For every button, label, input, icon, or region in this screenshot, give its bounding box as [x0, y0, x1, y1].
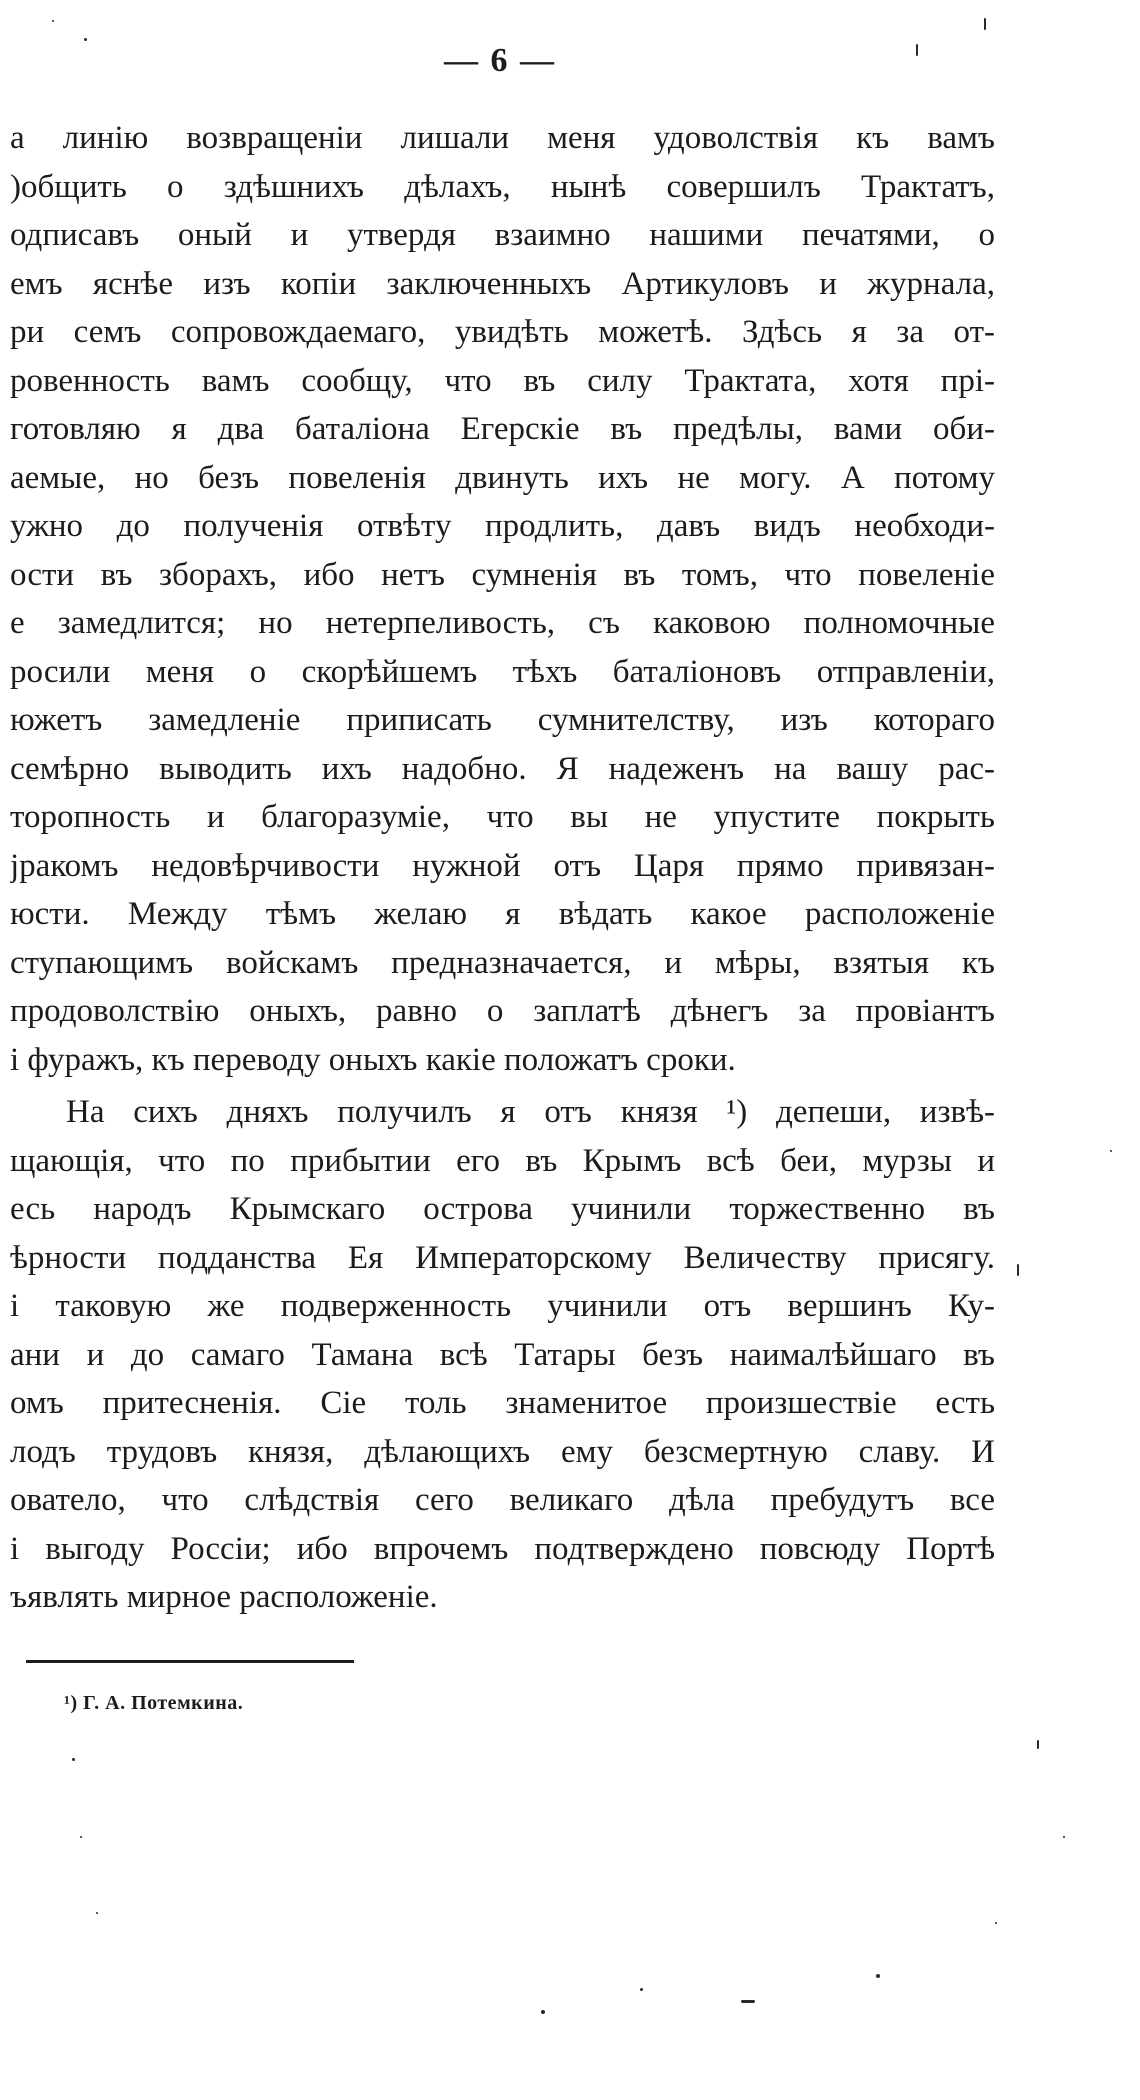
text-line: ступающимъ войскамъ предназначается, и мѣры, взятыя къ	[10, 944, 995, 981]
text-line: а линію возвращеніи лишали меня удоволствія къ вамъ	[10, 120, 995, 156]
footnote: ¹) Г. А. Потемкина.	[64, 1692, 244, 1714]
text-line: семѣрно выводить ихъ надобно. Я надеженъ на вашу рас-	[10, 750, 995, 787]
text-line: і выгоду Россіи; ибо впрочемъ подтверждено повсюду Портѣ	[10, 1530, 995, 1567]
text-line: ровенность вамъ сообщу, что въ силу Трактата, хотя прі-	[10, 362, 995, 399]
text-line: южетъ замедленіе приписать сумнителству, изъ котораго	[10, 702, 995, 738]
text-line: торопность и благоразуміе, что вы не упустите покрыть	[10, 799, 995, 835]
text-line: е замедлится; но нетерпеливость, съ каковою полномочные	[10, 605, 995, 641]
text-line: )общить о здѣшнихъ дѣлахъ, нынѣ совершилъ Трактатъ,	[10, 168, 995, 205]
scan-speck	[84, 38, 87, 41]
paragraph-2	[10, 1088, 995, 1622]
text-line: аемые, но безъ повеленія двинуть ихъ не могу. А потому	[10, 459, 995, 496]
scan-speck	[541, 2010, 545, 2014]
scan-speck	[96, 1912, 98, 1914]
text-line: ѣрности подданства Ея Императорскому Величеству присягу.	[10, 1239, 995, 1276]
text-line: лодъ трудовъ князя, дѣлающихъ ему безсмертную славу. И	[10, 1433, 995, 1470]
paragraph-1	[10, 114, 995, 1084]
text-line: росили меня о скорѣйшемъ тѣхъ баталіоновъ отправленіи,	[10, 653, 995, 690]
text-line: ужно до полученія отвѣту продлить, давъ видъ необходи-	[10, 508, 995, 544]
scan-speck	[995, 1922, 997, 1924]
text-line: На сихъ дняхъ получилъ я отъ князя ¹) депеши, извѣ-	[66, 1094, 995, 1130]
text-line: одписавъ оный и утвердя взаимно нашими печатями, о	[10, 217, 995, 253]
text-line: есь народъ Крымскаго острова учинили торжественно въ	[10, 1191, 995, 1227]
scan-speck	[876, 1974, 880, 1978]
text-line: юсти. Между тѣмъ желаю я вѣдать какое расположеніе	[10, 896, 995, 932]
text-line: ъявлять мирное расположеніе.	[10, 1579, 438, 1615]
scan-speck	[741, 2000, 755, 2003]
text-line: і фуражъ, къ переводу оныхъ какіе положатъ сроки.	[10, 1041, 736, 1078]
text-line: ри семъ сопровождаемаго, увидѣть можетѣ. Здѣсь я за от-	[10, 314, 995, 350]
text-line: готовляю я два баталіона Егерскіе въ предѣлы, вами оби-	[10, 411, 995, 447]
scan-speck	[640, 1988, 643, 1991]
text-line: ователо, что слѣдствія сего великаго дѣла пребудутъ все	[10, 1482, 995, 1518]
body-text	[10, 114, 995, 1622]
scan-speck	[52, 20, 54, 22]
text-line: јракомъ недовѣрчивости нужной отъ Царя прямо привязан-	[10, 847, 995, 884]
scan-speck	[984, 18, 986, 30]
scan-speck	[1017, 1264, 1019, 1276]
text-line: емъ яснѣе изъ копіи заключенныхъ Артикуловъ и журнала,	[10, 265, 995, 302]
scan-speck	[1037, 1740, 1039, 1749]
text-line: і таковую же подверженность учинили отъ вершинъ Ку-	[10, 1288, 995, 1324]
scan-speck	[72, 1758, 75, 1761]
scan-speck	[1110, 1150, 1112, 1152]
scan-speck	[80, 1836, 82, 1838]
scan-speck	[916, 44, 918, 56]
text-line: ани и до самаго Тамана всѣ Татары безъ наималѣйшаго въ	[10, 1336, 995, 1373]
footnote-rule	[26, 1660, 354, 1663]
text-line: щающія, что по прибытии его въ Крымъ всѣ беи, мурзы и	[10, 1142, 995, 1179]
text-line: ости въ зборахъ, ибо нетъ сумненія въ томъ, что повеленіе	[10, 556, 995, 593]
scan-speck	[1063, 1836, 1065, 1838]
text-line: омъ притесненія. Сіе толь знаменитое произшествіе есть	[10, 1385, 995, 1421]
text-line: продоволствію оныхъ, равно о заплатѣ дѣнегъ за провіантъ	[10, 993, 995, 1029]
page-number: — 6 —	[444, 42, 556, 79]
